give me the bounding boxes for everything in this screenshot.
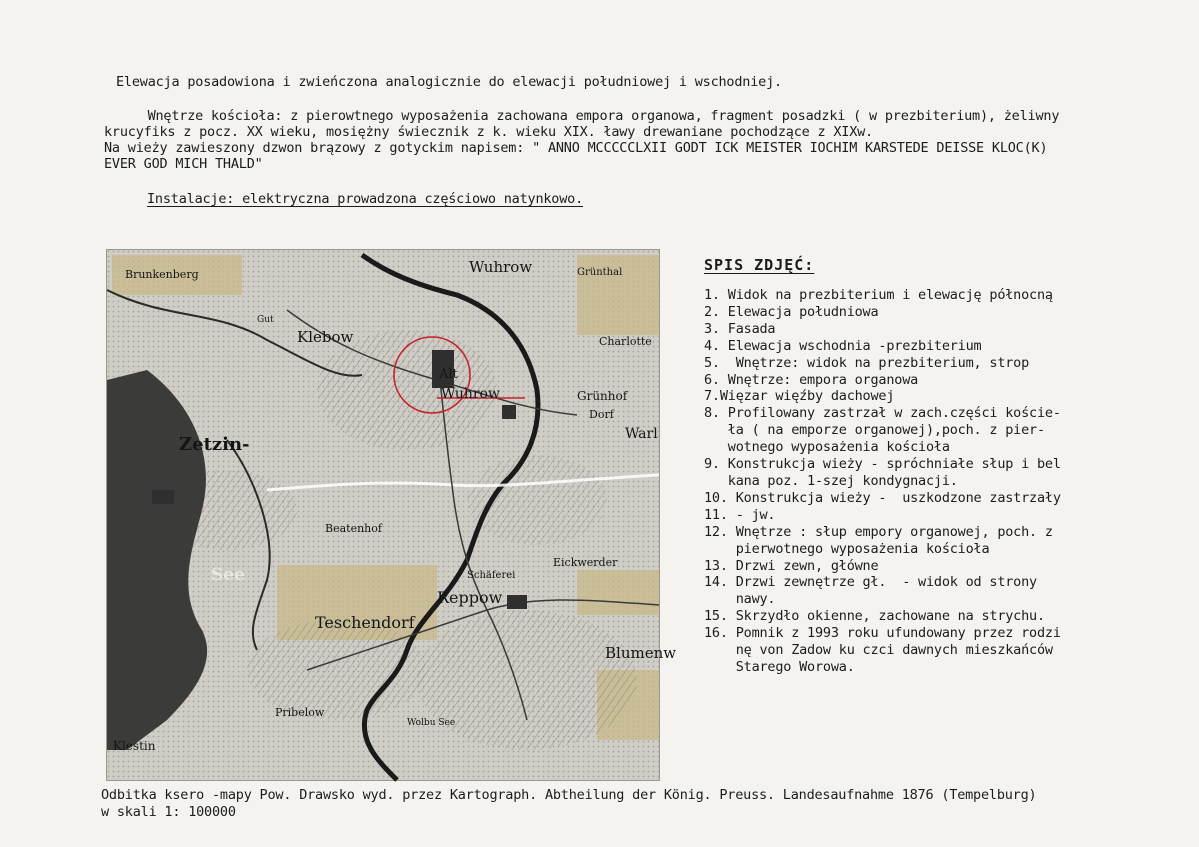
list-item: kana poz. 1-szej kondygnacji. <box>704 472 958 489</box>
map-label-dorf: Dorf <box>589 408 614 421</box>
list-item: 15. Skrzydło okienne, zachowane na strychu. <box>704 608 1045 625</box>
map-label-wuhrow-alt: Wuhrow <box>441 386 500 402</box>
map-label-charlotte: Charlotte <box>599 335 652 348</box>
list-item: 1. Widok na prezbiterium i elewację północną <box>704 287 1053 303</box>
map-label-klestin: Klestin <box>113 739 156 753</box>
map-label-see: See <box>211 565 245 585</box>
list-item: 5. Wnętrze: widok na prezbiterium, strop <box>704 354 1030 371</box>
paragraph-bell-1: Na wieży zawieszony dzwon brązowy z gotyckim napisem: " ANNO MCCCCCLXII GODT ICK MEISTER IOCHIM KARSTEDE DEISSE KLOC(K) <box>104 140 1048 156</box>
photo-list-title: SPIS ZDJĘĆ: <box>704 256 815 274</box>
list-item: 11. - jw. <box>704 506 776 523</box>
map-label-klebow: Klebow <box>297 328 354 346</box>
map-caption-line-1: Odbitka ksero -mapy Pow. Drawsko wyd. przez Kartograph. Abtheilung der König. Preuss. Landesaufnahme 1876 (Tempelburg) <box>101 787 1037 803</box>
paragraph-interior-1: Wnętrze kościoła: z pierowtnego wyposażenia zachowana empora organowa, fragment posadzki ( w prezbiterium), żeliwny <box>100 108 1060 124</box>
list-item: wotnego wyposażenia kościoła <box>704 439 950 456</box>
map-label-eickwerder: Eickwerder <box>553 556 618 569</box>
map-label-warl: Warl <box>625 426 658 442</box>
map-label-reppow: Reppow <box>437 588 503 607</box>
map-label-brunkenberg: Brunkenberg <box>125 268 199 281</box>
paragraph-elevation: Elewacja posadowiona i zwieńczona analogicznie do elewacji południowej i wschodniej. <box>116 74 782 90</box>
list-item: ła ( na emporze organowej),poch. z pier- <box>704 422 1045 439</box>
paragraph-bell-2: EVER GOD MICH THALD" <box>104 156 263 172</box>
list-item: 9. Konstrukcja wieży - spróchniałe słup i bel <box>704 456 1061 473</box>
list-item: 16. Pomnik z 1993 roku ufundowany przez rodzi <box>704 625 1061 642</box>
list-item: pierwotnego wyposażenia kościoła <box>704 540 990 557</box>
list-item: 14. Drzwi zewnętrze gł. - widok od strony <box>704 574 1037 591</box>
list-item: 3. Fasada <box>704 320 776 337</box>
list-item: 6. Wnętrze: empora organowa <box>704 371 919 388</box>
photo-list <box>704 287 1164 676</box>
list-item: 8. Profilowany zastrzał w zach.części koście- <box>704 405 1061 422</box>
map-label-alt: Alt <box>439 367 458 382</box>
list-item: 10. Konstrukcja wieży - uszkodzone zastrzały <box>704 489 1061 506</box>
map-label-beatenhof: Beatenhof <box>325 522 382 535</box>
map-caption-line-2: w skali 1: 100000 <box>101 804 236 820</box>
map-label-gut: Gut <box>257 315 274 325</box>
map-label-teschendorf: Teschendorf <box>315 613 415 632</box>
list-item: 12. Wnętrze : słup empory organowej, poch. z <box>704 523 1053 540</box>
map-label-grunhof: Grünhof <box>577 389 628 403</box>
map-svg <box>107 250 677 780</box>
map-label-blumenw: Blumenw <box>605 644 677 662</box>
list-item: 7.Więzar więźby dachowej <box>704 388 895 405</box>
map-label-wolbu-see: Wolbu See <box>407 718 456 728</box>
historic-map-image <box>106 249 677 781</box>
paragraph-interior-2: krucyfiks z pocz. XX wieku, mosiężny świecznik z k. wieku XIX. ławy drewaniane pochodzące z XIXw. <box>104 124 873 140</box>
map-label-schaferei: Schäferei <box>467 570 516 581</box>
list-item: Starego Worowa. <box>704 658 855 675</box>
list-item: 4. Elewacja wschodnia -prezbiterium <box>704 337 982 354</box>
list-item: 13. Drzwi zewn, główne <box>704 557 879 574</box>
map-label-zetzin: Zetzin- <box>179 434 250 455</box>
map-label-wuhrow-north: Wuhrow <box>469 258 533 276</box>
installation-note: Instalacje: elektryczna prowadzona częściowo natynkowo. <box>147 191 584 207</box>
list-item: nę von Zadow ku czci dawnych mieszkańców <box>704 642 1053 659</box>
list-item: 2. Elewacja południowa <box>704 303 879 320</box>
map-label-grunthal: Grünthal <box>577 267 623 278</box>
list-item: nawy. <box>704 591 776 608</box>
map-label-pribelow: Pribelow <box>275 706 325 719</box>
